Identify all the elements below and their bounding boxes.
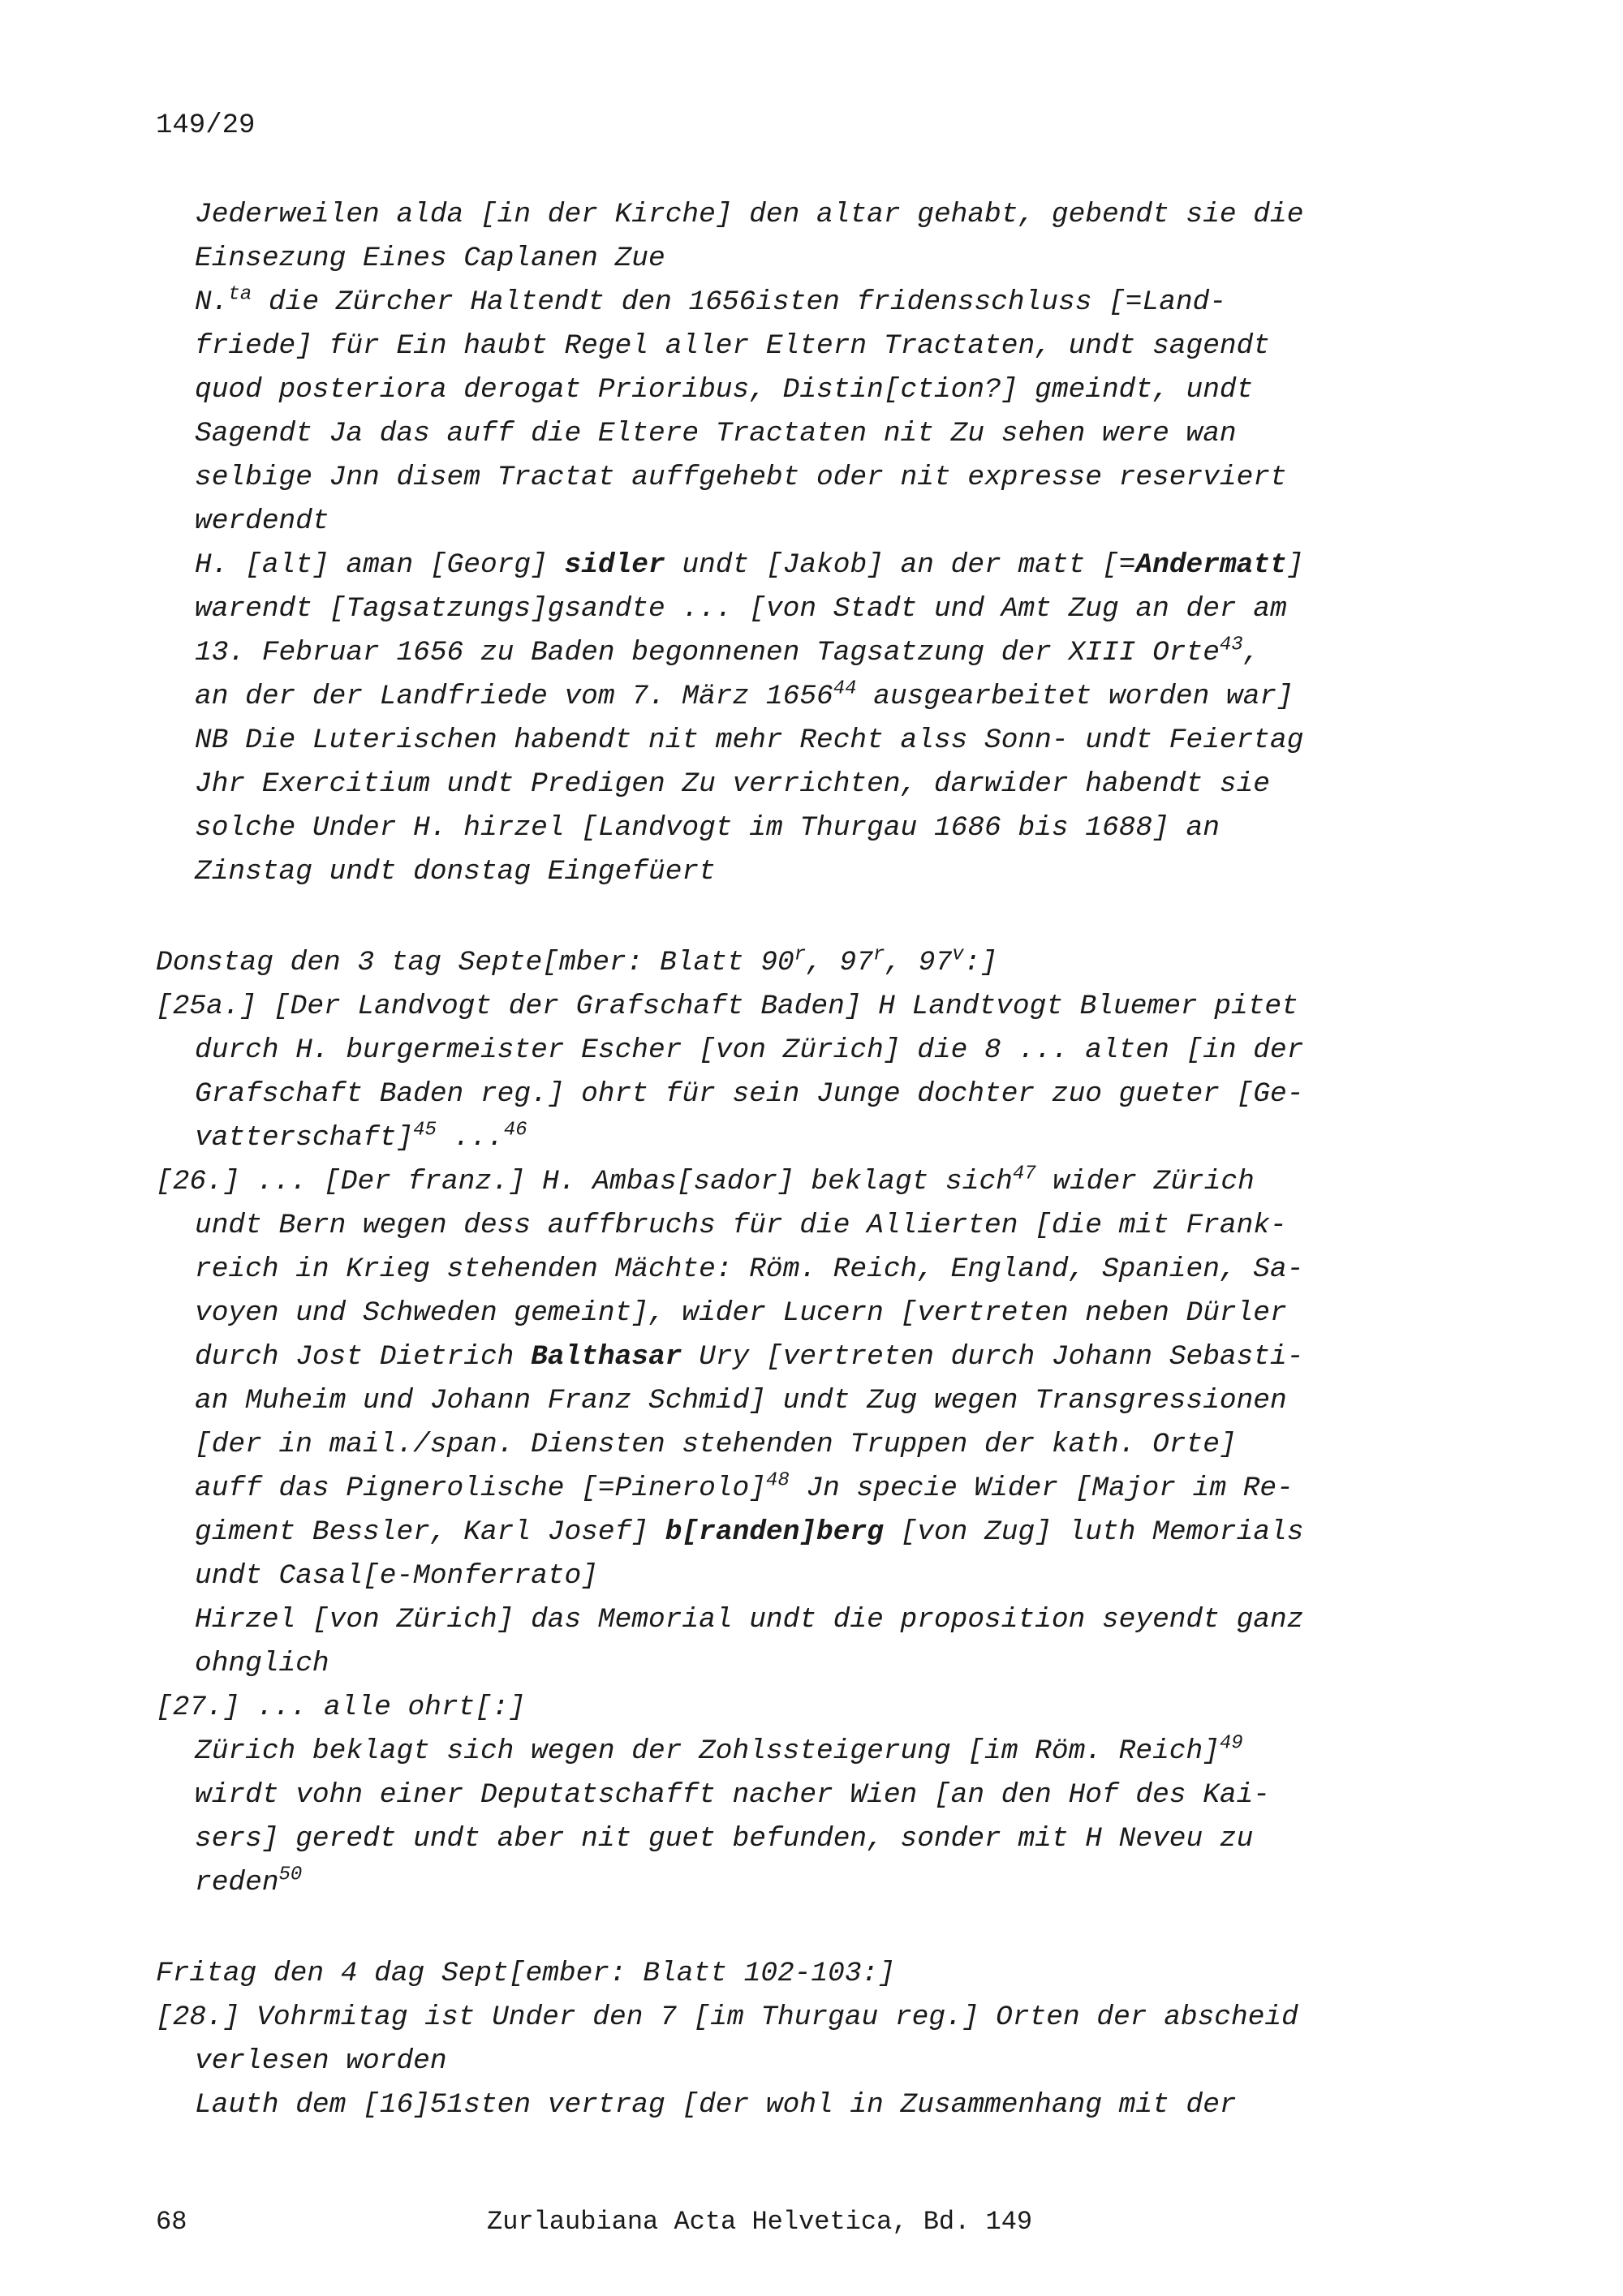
text-line: reden$^{50}$	[195, 1864, 303, 1898]
text-line: ohnglich	[195, 1648, 329, 1679]
text-line: voyen und Schweden gemeint], wider Lucern [vertreten neben Dürler	[195, 1297, 1287, 1329]
footnote-superscript: r	[872, 944, 885, 966]
text-line: NB Die Luterischen habendt nit mehr Recht alss Sonn- undt Feiertag	[195, 724, 1304, 756]
text-line: Lauth dem [16]51sten vertrag [der wohl in Zusammenhang mit der	[195, 2089, 1237, 2121]
footer-title: Zurlaubiana Acta Helvetica, Bd. 149	[487, 2207, 1033, 2237]
footnote-superscript: 50	[278, 1864, 303, 1886]
text-line: Fritag den 4 dag Sept[ember: Blatt 102-103:]	[156, 1958, 895, 1989]
footnote-superscript: 44	[833, 677, 857, 700]
text-line: [27.] ... alle ohrt[:]	[156, 1692, 526, 1723]
text-line: an Muheim und Johann Franz Schmid] undt Zug wegen Transgressionen	[195, 1385, 1287, 1417]
text-line: Sagendt Ja das auff die Eltere Tractaten nit Zu sehen were wan	[195, 418, 1237, 449]
text-line: Jederweilen alda [in der Kirche] den altar gehabt, gebendt sie die	[195, 199, 1304, 230]
text-line: [der in mail./span. Diensten stehenden Truppen der kath. Orte]	[195, 1429, 1237, 1460]
text-line: Einsezung Eines Caplanen Zue	[195, 243, 665, 274]
text-line: Grafschaft Baden reg.] ohrt für sein Junge dochter zuo gueter [Ge-	[195, 1078, 1304, 1110]
text-line: quod posteriora derogat Prioribus, Distin[ction?] gmeindt, undt	[195, 374, 1254, 406]
text-line: verlesen worden	[195, 2045, 447, 2077]
text-line: an der der Landfriede vom 7. März 1656$^{44}$ ausgearbeitet worden war]	[195, 677, 1294, 712]
text-line: friede] für Ein haubt Regel aller Eltern Tractaten, undt sagendt	[195, 330, 1271, 362]
text-line: N.$^{ta}$ die Zürcher Haltendt den 1656isten fridensschluss [=Land-	[195, 283, 1227, 318]
page-reference: 149/29	[156, 110, 256, 141]
text-line: H. [alt] aman [Georg] sidler undt [Jakob] an der matt [=Andermatt]	[195, 549, 1304, 581]
paragraph-gap	[156, 1905, 1422, 1952]
text-line: [26.] ... [Der franz.] H. Ambas[sador] beklagt sich$^{47}$ wider Zürich	[156, 1163, 1255, 1197]
text-line: solche Under H. hirzel [Landvogt im Thurgau 1686 bis 1688] an	[195, 812, 1220, 844]
footnote-superscript: v	[952, 944, 964, 966]
footnote-superscript: 48	[765, 1469, 790, 1492]
footnote-superscript: r	[794, 944, 807, 966]
footnote-superscript: 45	[413, 1119, 437, 1142]
text-line: auff das Pignerolische [=Pinerolo]$^{48}$ Jn specie Wider [Major im Re-	[195, 1469, 1294, 1504]
text-line: Zinstag undt donstag Eingefüert	[195, 856, 716, 888]
text-line: wirdt vohn einer Deputatschafft nacher Wien [an den Hof des Kai-	[195, 1779, 1271, 1811]
text-line: Hirzel [von Zürich] das Memorial undt die proposition seyendt ganz	[195, 1604, 1304, 1636]
footnote-superscript: 47	[1012, 1163, 1036, 1185]
text-line: Donstag den 3 tag Septe[mber: Blatt 90$^r$, 97$^r$, 97$^v$:]	[156, 944, 998, 978]
text-line: reich in Krieg stehenden Mächte: Röm. Reich, England, Spanien, Sa-	[195, 1253, 1304, 1285]
footnote-superscript: ta	[228, 283, 252, 306]
text-line: warendt [Tagsatzungs]gsandte ... [von Stadt und Amt Zug an der am	[195, 593, 1287, 625]
text-line: werdendt	[195, 505, 329, 537]
text-line: giment Bessler, Karl Josef] b[randen]berg [von Zug] luth Memorials	[195, 1516, 1304, 1548]
bold-name: sidler	[564, 549, 665, 581]
text-line: sers] geredt undt aber nit guet befunden, sonder mit H Neveu zu	[195, 1823, 1254, 1855]
footnote-superscript: 49	[1219, 1732, 1243, 1755]
footnote-superscript: 46	[503, 1119, 527, 1142]
text-line: [28.] Vohrmitag ist Under den 7 [im Thurgau reg.] Orten der abscheid	[156, 2001, 1298, 2033]
text-line: selbige Jnn disem Tractat auffgehebt oder nit expresse reserviert	[195, 462, 1287, 493]
text-line: 13. Februar 1656 zu Baden begonnenen Tagsatzung der XIII Orte$^{43}$,	[195, 634, 1260, 669]
text-line: undt Bern wegen dess auffbruchs für die Allierten [die mit Frank-	[195, 1210, 1287, 1241]
text-line: vatterschaft]$^{45}$ ...$^{46}$	[195, 1119, 527, 1154]
paragraph-gap	[156, 894, 1422, 941]
footnote-superscript: 43	[1219, 634, 1243, 656]
text-line: durch Jost Dietrich Balthasar Ury [vertreten durch Johann Sebasti-	[195, 1341, 1304, 1373]
text-line: Zürich beklagt sich wegen der Zohlssteigerung [im Röm. Reich]$^{49}$	[195, 1732, 1243, 1767]
bold-name: Balthasar	[531, 1341, 682, 1373]
text-line: durch H. burgermeister Escher [von Zürich] die 8 ... alten [in der	[195, 1034, 1304, 1066]
text-line: undt Casal[e-Monferrato]	[195, 1560, 598, 1592]
bold-name: b[randen]berg	[665, 1516, 884, 1548]
text-line: Jhr Exercitium undt Predigen Zu verrichten, darwider habendt sie	[195, 768, 1271, 800]
text-line: [25a.] [Der Landvogt der Grafschaft Baden] H Landtvogt Bluemer pitet	[156, 991, 1298, 1022]
footer-page-number: 68	[156, 2207, 187, 2237]
bold-name: Andermatt	[1135, 549, 1287, 581]
document-body	[156, 193, 1422, 2127]
